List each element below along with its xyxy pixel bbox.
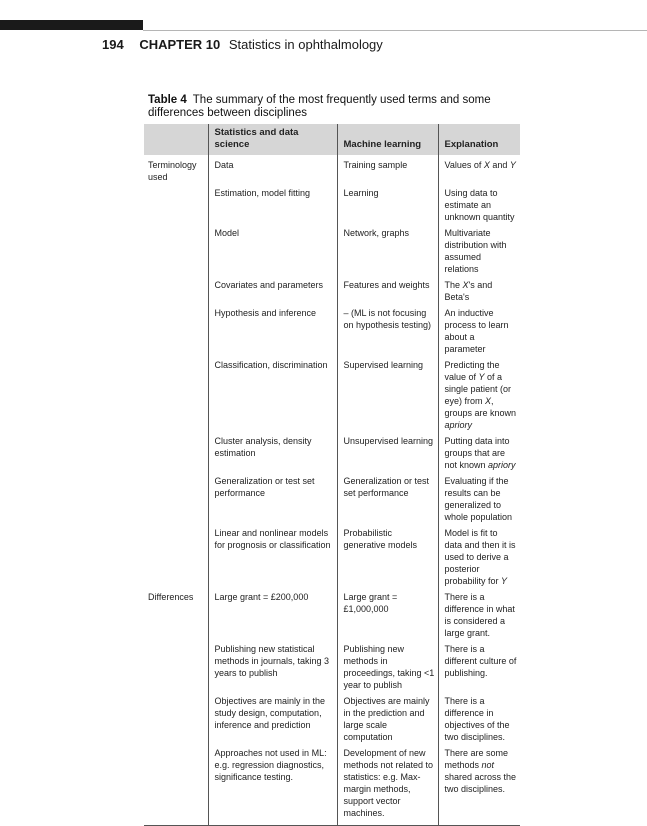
table-row [144, 359, 520, 435]
table-caption [148, 94, 528, 120]
row-explanation [438, 359, 520, 435]
row-ml-term: Learning [337, 187, 438, 227]
explanation-italic-term: Y [478, 372, 485, 382]
table-caption-text: The summary of the most frequently used terms and some differences between disciplines [148, 94, 491, 119]
row-explanation [438, 227, 520, 279]
row-ml-term: Objectives are mainly in the prediction and large scale computation [337, 695, 438, 747]
explanation-text: Putting data into groups that are not known [444, 436, 510, 470]
row-category [144, 435, 208, 475]
explanation-text: An inductive process to learn about a parameter [444, 308, 509, 354]
explanation-italic-term: X [483, 160, 490, 170]
table-row [144, 591, 520, 643]
row-explanation [438, 643, 520, 695]
row-ml-term: – (ML is not focusing on hypothesis testing) [337, 307, 438, 359]
table-header-row [144, 124, 520, 155]
explanation-text: There is a different culture of publishing. [444, 644, 517, 678]
row-category [144, 279, 208, 307]
explanation-italic-term: X [485, 396, 492, 406]
row-explanation [438, 155, 520, 187]
explanation-italic-term: apriory [488, 460, 516, 470]
row-category [144, 359, 208, 435]
row-statistics-term: Generalization or test set performance [208, 475, 337, 527]
explanation-italic-term: not [481, 760, 495, 770]
explanation-text: Using data to estimate an unknown quantity [444, 188, 515, 222]
row-ml-term: Publishing new methods in proceedings, taking <1 year to publish [337, 643, 438, 695]
explanation-italic-term: Y [501, 576, 508, 586]
row-statistics-term: Classification, discrimination [208, 359, 337, 435]
row-ml-term: Training sample [337, 155, 438, 187]
explanation-text: There is a difference in objectives of the two disciplines. [444, 696, 510, 742]
page-number: 194 [102, 37, 124, 52]
explanation-text: 's and Beta's [444, 280, 493, 302]
chapter-label: CHAPTER 10 [139, 37, 221, 52]
table-label: Table 4 [148, 94, 187, 106]
row-ml-term: Development of new methods not related to statistics: e.g. Max-margin methods, support vector machines. [337, 747, 438, 826]
row-statistics-term: Hypothesis and inference [208, 307, 337, 359]
row-ml-term: Supervised learning [337, 359, 438, 435]
explanation-text: , groups are known [444, 396, 517, 418]
row-statistics-term: Cluster analysis, density estimation [208, 435, 337, 475]
row-statistics-term: Linear and nonlinear models for prognosis or classification [208, 527, 337, 591]
row-statistics-term: Model [208, 227, 337, 279]
row-category [144, 307, 208, 359]
explanation-text: Values of [444, 160, 484, 170]
header-category [144, 124, 208, 155]
row-category: Differences [144, 591, 208, 643]
header-rule [143, 30, 647, 31]
row-explanation [438, 747, 520, 826]
explanation-text: of a single patient (or eye) from [444, 372, 512, 406]
row-category [144, 747, 208, 826]
row-ml-term: Unsupervised learning [337, 435, 438, 475]
header-statistics: Statistics and data science [208, 124, 337, 155]
explanation-text: Evaluating if the results can be generalized to whole population [444, 476, 513, 522]
row-category [144, 527, 208, 591]
explanation-text: The [444, 280, 463, 290]
row-category [144, 643, 208, 695]
row-statistics-term: Estimation, model fitting [208, 187, 337, 227]
row-category [144, 695, 208, 747]
row-explanation [438, 695, 520, 747]
table-row [144, 435, 520, 475]
explanation-italic-term: Y [509, 160, 516, 170]
table-row [144, 643, 520, 695]
table-row [144, 227, 520, 279]
explanation-text: and [489, 160, 510, 170]
explanation-text: There is a difference in what is considered a large grant. [444, 592, 515, 638]
explanation-text: Model is fit to data and then it is used to derive a posterior probability for [444, 528, 516, 586]
summary-table [144, 124, 520, 826]
explanation-text: Multivariate distribution with assumed relations [444, 228, 507, 274]
row-statistics-term: Approaches not used in ML: e.g. regression diagnostics, significance testing. [208, 747, 337, 826]
explanation-text: There are some methods [444, 748, 509, 770]
row-category [144, 227, 208, 279]
row-category: Terminology used [144, 155, 208, 187]
table-body [144, 155, 520, 826]
table-row [144, 475, 520, 527]
row-statistics-term: Data [208, 155, 337, 187]
explanation-text: Predicting the value of [444, 360, 500, 382]
row-ml-term: Network, graphs [337, 227, 438, 279]
row-category [144, 187, 208, 227]
row-explanation [438, 475, 520, 527]
row-explanation [438, 591, 520, 643]
row-ml-term: Large grant = £1,000,000 [337, 591, 438, 643]
row-explanation [438, 435, 520, 475]
row-ml-term: Probabilistic generative models [337, 527, 438, 591]
explanation-text: shared across the two disciplines. [444, 772, 517, 794]
header-bar [0, 20, 143, 30]
row-explanation [438, 307, 520, 359]
table-row [144, 187, 520, 227]
row-statistics-term: Publishing new statistical methods in journals, taking 3 years to publish [208, 643, 337, 695]
table-row [144, 527, 520, 591]
explanation-italic-term: apriory [444, 420, 473, 430]
row-ml-term: Generalization or test set performance [337, 475, 438, 527]
row-statistics-term: Covariates and parameters [208, 279, 337, 307]
section-title: Statistics in ophthalmology [228, 37, 383, 52]
header-explanation: Explanation [438, 124, 520, 155]
row-explanation [438, 527, 520, 591]
table-row [144, 155, 520, 187]
row-explanation [438, 279, 520, 307]
table-row [144, 747, 520, 826]
table-row [144, 695, 520, 747]
row-ml-term: Features and weights [337, 279, 438, 307]
row-statistics-term: Objectives are mainly in the study design, computation, inference and prediction [208, 695, 337, 747]
row-explanation [438, 187, 520, 227]
row-statistics-term: Large grant = £200,000 [208, 591, 337, 643]
explanation-italic-term: X [462, 280, 469, 290]
table-row [144, 307, 520, 359]
header-machine-learning: Machine learning [337, 124, 438, 155]
running-head [102, 37, 383, 52]
row-category [144, 475, 208, 527]
table-row [144, 279, 520, 307]
